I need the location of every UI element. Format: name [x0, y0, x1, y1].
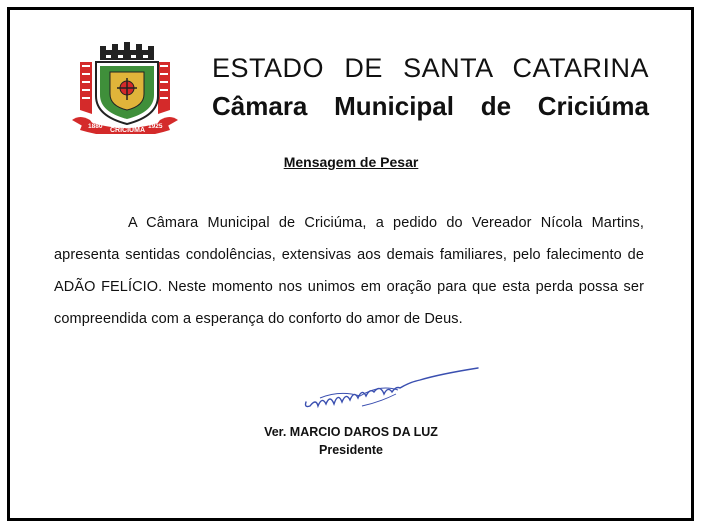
document-title: Mensagem de Pesar: [283, 154, 419, 170]
signer-name: Ver. MARCIO DAROS DA LUZ: [264, 425, 438, 439]
letterhead: [212, 52, 649, 122]
message-body: [54, 207, 644, 335]
crest-city-name: CRICIÚMA: [110, 127, 145, 134]
crest-year-left: 1880: [88, 123, 103, 130]
handwritten-signature: [300, 362, 490, 422]
signer-block: [0, 423, 702, 459]
council-heading: Câmara Municipal de Criciúma: [212, 91, 649, 121]
signer-role: Presidente: [319, 443, 383, 457]
crest-year-right: 1925: [148, 123, 163, 130]
message-paragraph: A Câmara Municipal de Criciúma, a pedido do Vereador Nícola Martins, apresenta sentidas condolências, extensivas aos demais familiares, pelo falecimento de ADÃO FELÍCIO. Neste momento nos unimos em oração para que esta perda possa ser compreendida com a esperança do conforto do amor de Deus.: [54, 215, 644, 327]
state-heading: ESTADO DE SANTA CATARINA: [212, 53, 649, 83]
municipal-crest-logo: [66, 40, 184, 134]
